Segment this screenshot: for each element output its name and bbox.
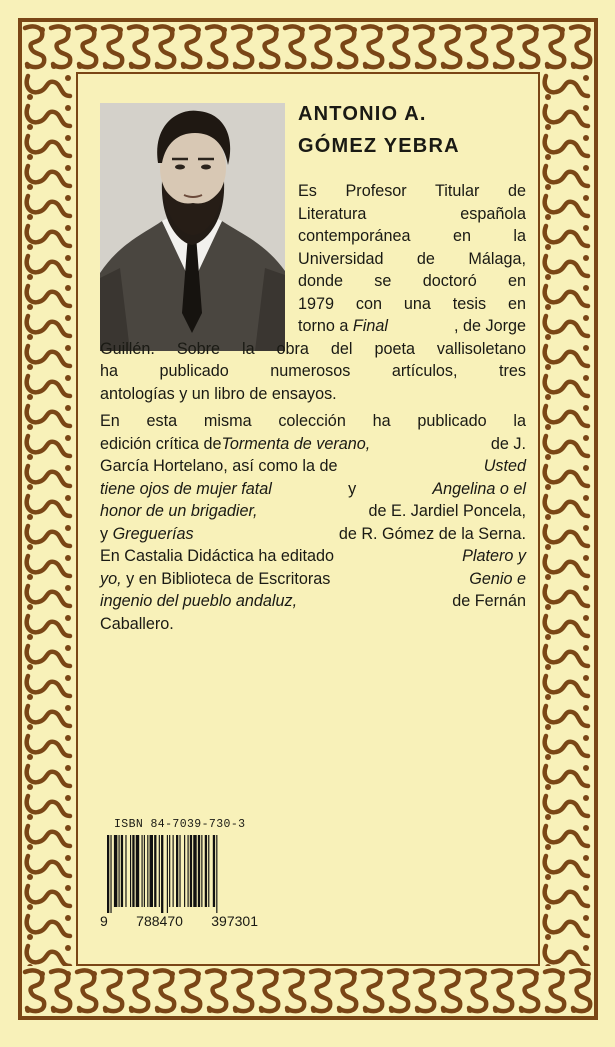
barcode-digit-group: 788470 bbox=[136, 913, 183, 929]
collection-title-italic: ingenio del pueblo andaluz, bbox=[100, 592, 298, 610]
collection-title-italic: Tormenta de verano, bbox=[221, 434, 371, 453]
bio-line: Literatura española bbox=[298, 204, 526, 223]
collection-text: En Castalia Didáctica ha editado bbox=[100, 547, 334, 565]
collection-text: y bbox=[348, 479, 357, 498]
collection-title-italic: honor de un brigadier, bbox=[100, 502, 258, 520]
collection-line bbox=[100, 568, 526, 591]
ornament-strip-left bbox=[22, 72, 76, 966]
author-photo bbox=[100, 103, 285, 351]
collection-title-italic: Usted bbox=[483, 457, 526, 475]
collection-text: edición crítica de bbox=[100, 434, 222, 453]
bio-title-italic: Final bbox=[352, 317, 388, 335]
collection-text: de J. bbox=[490, 434, 526, 453]
collection-line bbox=[100, 590, 526, 613]
barcode-number bbox=[100, 913, 258, 929]
barcode bbox=[106, 835, 258, 913]
bio-line: Es Profesor Titular de bbox=[298, 182, 526, 200]
collection-text: de Fernán bbox=[452, 592, 526, 610]
collection-title-italic: yo, bbox=[100, 569, 122, 588]
barcode-digit-group: 397301 bbox=[211, 913, 258, 929]
collection-line bbox=[100, 433, 526, 456]
author-name-line-1: ANTONIO A. bbox=[298, 103, 427, 125]
bio-text: torno a bbox=[298, 317, 353, 335]
bio-line: ha publicado numerosos artículos, tres bbox=[100, 362, 526, 380]
collection-title-italic: tiene ojos de mujer fatal bbox=[100, 479, 272, 498]
collection-line bbox=[100, 545, 526, 568]
collection-text: y en Biblioteca de Escritoras bbox=[121, 569, 331, 588]
bio-text: , de Jorge bbox=[454, 317, 526, 335]
bio-line: Universidad de Málaga, bbox=[298, 249, 526, 268]
collection-title-italic: Platero y bbox=[462, 547, 526, 565]
collection-title-italic: Angelina o el bbox=[432, 479, 526, 498]
collection-line: En esta misma colección ha publicado la bbox=[100, 412, 526, 430]
author-name bbox=[298, 98, 528, 162]
collection-text: de R. Gómez de la Serna. bbox=[338, 524, 526, 543]
bio-line: Guillén. Sobre la obra del poeta vallisoletano bbox=[100, 339, 526, 358]
ornament-strip-right bbox=[540, 72, 594, 966]
isbn-label: ISBN 84-7039-730-3 bbox=[114, 818, 246, 831]
ornament-strip-top bbox=[22, 22, 594, 72]
author-name-line-2: GÓMEZ YEBRA bbox=[298, 135, 460, 157]
collection-line bbox=[100, 478, 526, 501]
collection-text: y bbox=[100, 524, 113, 543]
ornament-strip-bottom bbox=[22, 966, 594, 1016]
bio-line: antologías y un libro de ensayos. bbox=[100, 384, 337, 403]
collection-text: García Hortelano, así como la de bbox=[100, 457, 338, 475]
collection-line: Caballero. bbox=[100, 614, 174, 633]
collection-title-italic: Genio e bbox=[469, 569, 526, 588]
bio-line: donde se doctoró en bbox=[298, 272, 526, 290]
collection-title-italic: Greguerías bbox=[112, 524, 194, 543]
bio-line bbox=[298, 315, 526, 338]
collection-line bbox=[100, 523, 526, 546]
bio-line: contemporánea en la bbox=[298, 227, 526, 245]
collection-line bbox=[100, 500, 526, 523]
barcode-digit-group: 9 bbox=[100, 913, 108, 929]
collection-line bbox=[100, 455, 526, 478]
collection-text: de E. Jardiel Poncela, bbox=[368, 502, 526, 520]
bio-line: 1979 con una tesis en bbox=[298, 294, 526, 313]
